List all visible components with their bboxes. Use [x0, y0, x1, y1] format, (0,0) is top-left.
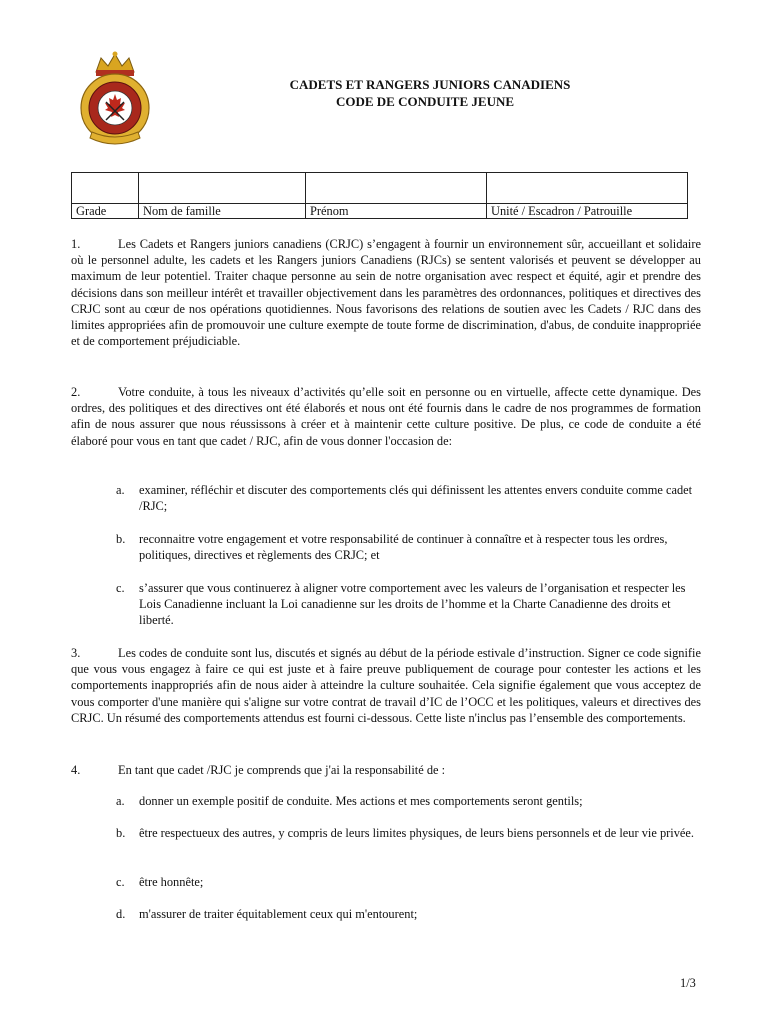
section-text: Votre conduite, à tous les niveaux d’activités qu’elle soit en personne ou en virtuelle, affecte cette dynamique. Des ordres, des politiques et des directives ont été élaborés et nous ont été fournis dans le cadre de nos programmes de formation afin de nous assurer que nous réussissons à créer et à maintenir cette culture positive. De plus, ce code de conduite a été élaboré pour vous en tant que cadet / RJC, afin de vous donner l'occasion de:: [71, 385, 701, 448]
item-text: examiner, réfléchir et discuter des comportements clés qui définissent les attentes envers conduite comme cadet /RJC;: [139, 483, 693, 514]
item-letter: a.: [116, 483, 125, 497]
list-item: [116, 531, 701, 563]
item-letter: b.: [116, 826, 126, 840]
list-item: [116, 874, 701, 890]
section-text: Les Cadets et Rangers juniors canadiens (CRJC) s’engagent à fournir un environnement sûr, accueillant et solidaire où le personnel adulte, les cadets et les Rangers juniors Canadiens (RJCs) se sentent valorisés et peuvent se développer au maximum de leur potentiel. Traiter chaque personne au sein de notre organisation avec respect et équité, agir et prendre des décisions dans son meilleur intérêt et travailler objectivement dans les paramètres des ordonnances, politiques et directives des CRJC sont au cœur de nos opérations quotidiennes. Nous favorisons des relations de soutien avec les Cadets / RJC dans des limites appropriées afin de promouvoir une culture exempte de toute forme de discrimination, d'abus, de conduite inappropriée et de comportement préjudiciable.: [71, 237, 701, 349]
page-number: 1/3: [680, 976, 696, 990]
section-number: 1.: [71, 237, 81, 251]
item-letter: d.: [116, 907, 126, 921]
section-number: 3.: [71, 646, 81, 660]
item-letter: b.: [116, 532, 126, 546]
item-text: reconnaitre votre engagement et votre responsabilité de continuer à connaître et à respecter tous les ordres, politiques, directives et règlements des CRJC; et: [139, 532, 668, 563]
crjc-crest-logo: [76, 50, 154, 150]
document-title-line1: CADETS ET RANGERS JUNIORS CANADIENS: [289, 77, 571, 92]
unit-field[interactable]: [487, 173, 688, 204]
list-item: [116, 906, 701, 922]
list-item: [116, 482, 701, 514]
section-number: 4.: [71, 763, 81, 777]
document-title-line2: CODE DE CONDUITE JEUNE: [335, 94, 515, 109]
item-letter: c.: [116, 581, 125, 595]
last-name-label: Nom de famille: [139, 204, 306, 219]
last-name-field[interactable]: [139, 173, 306, 204]
item-text: m'assurer de traiter équitablement ceux qui m'entourent;: [139, 907, 418, 921]
list-item: [116, 580, 701, 629]
section-number: 2.: [71, 385, 81, 399]
section-text: Les codes de conduite sont lus, discutés et signés au début de la période estivale d’instruction. Signer ce code signifie que vous vous engagez à faire ce qui est juste et à faire preuve publiquement de courage pour contester les actions et les comportements inappropriés afin de nous aider à atteindre la culture souhaitée. Cela signifie également que vous acceptez de vous comporter d'une manière qui s'aligne sur votre contrat de travail d’IC de l’OCC et les politiques, valeurs et directives des CRJC. Un résumé des comportements attendus est fourni ci-dessous. Cette liste n'inclus pas l’ensemble des comportements.: [71, 646, 701, 725]
section-4: [71, 762, 701, 778]
identification-table: [71, 172, 688, 219]
unit-label: Unité / Escadron / Patrouille: [487, 204, 688, 219]
item-text: être respectueux des autres, y compris de leurs limites physiques, de leurs biens personnels et de leur vie privée.: [139, 826, 695, 840]
section-1: [71, 236, 701, 349]
list-item: [116, 793, 701, 809]
item-letter: c.: [116, 875, 125, 889]
item-text: s’assurer que vous continuerez à aligner votre comportement avec les valeurs de l’organisation et respecter les Lois Canadienne incluant la Loi canadienne sur les droits de l’homme et la Charte Canadienne des droits et liberté.: [139, 581, 686, 628]
grade-field[interactable]: [72, 173, 139, 204]
item-text: donner un exemple positif de conduite. Mes actions et mes comportements seront gentils;: [139, 794, 583, 808]
first-name-label: Prénom: [306, 204, 487, 219]
section-text: En tant que cadet /RJC je comprends que j'ai la responsabilité de :: [118, 763, 446, 777]
grade-label: Grade: [72, 204, 139, 219]
item-text: être honnête;: [139, 875, 204, 889]
first-name-field[interactable]: [306, 173, 487, 204]
list-item: [116, 825, 701, 841]
item-letter: a.: [116, 794, 125, 808]
section-2: [71, 384, 701, 449]
section-3: [71, 645, 701, 726]
